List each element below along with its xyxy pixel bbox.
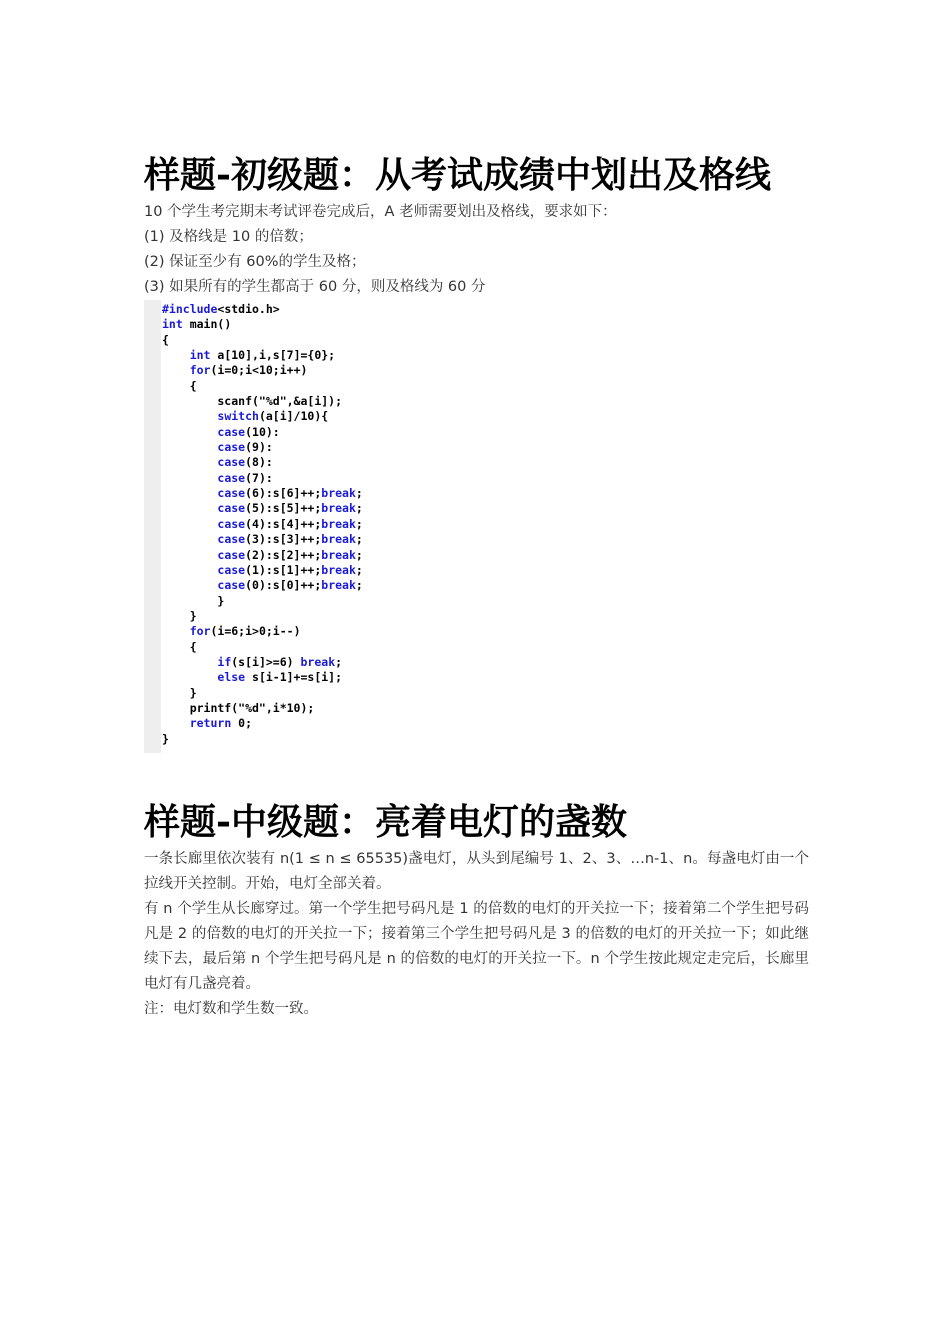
code-snippet [144, 300, 404, 753]
code-text [162, 486, 217, 500]
code-keyword: break [321, 547, 356, 562]
code-line [162, 609, 404, 624]
code-text: ; [335, 654, 343, 669]
code-text [162, 517, 217, 531]
code-keyword: case [217, 516, 246, 531]
code-text: (6):s[6]++; [245, 486, 322, 501]
code-text: main() [182, 317, 232, 332]
code-keyword: break [321, 486, 356, 501]
code-text: scanf("%d",&a[i]); [162, 394, 343, 409]
code-line [162, 517, 404, 532]
code-text: (i=6;i>0;i--) [210, 624, 301, 639]
code-keyword: case [217, 424, 246, 439]
code-line [162, 394, 404, 409]
code-line [162, 317, 404, 332]
code-text: a[10],i,s[7]={0}; [210, 348, 336, 363]
section2-title: 样题-中级题：亮着电灯的盏数 [144, 800, 627, 843]
code-line [162, 501, 404, 516]
code-text: } [162, 731, 169, 746]
code-text: (s[i]>=6) [231, 654, 301, 669]
code-keyword: break [321, 516, 356, 531]
code-text: printf("%d",i*10); [162, 700, 315, 715]
code-line [162, 532, 404, 547]
code-text: { [162, 378, 197, 393]
code-text: (1):s[1]++; [245, 562, 322, 577]
code-text [162, 624, 190, 638]
code-text [162, 563, 217, 577]
code-text: s[i-1]+=s[i]; [245, 670, 343, 685]
code-keyword: case [217, 470, 246, 485]
code-keyword: break [321, 562, 356, 577]
code-text [162, 440, 217, 454]
code-line [162, 471, 404, 486]
code-text: (i=0;i<10;i++) [210, 363, 308, 378]
code-line [162, 548, 404, 563]
code-line [162, 302, 404, 317]
code-keyword: break [321, 532, 356, 547]
section-basic-question [144, 150, 809, 753]
code-line [162, 363, 404, 378]
code-text [162, 471, 217, 485]
code-keyword: else [217, 670, 246, 685]
code-text: (3):s[3]++; [245, 532, 322, 547]
code-text: ; [355, 516, 363, 531]
code-keyword: case [217, 562, 246, 577]
code-text: } [162, 608, 197, 623]
code-keyword: case [217, 486, 246, 501]
section2-paragraph-1: 一条长廊里依次装有 n(1 ≤ n ≤ 65535)盏电灯，从头到尾编号 1、2、3、…n-1、n。每盏电灯由一个拉线开关控制。开始，电灯全部关着。 [144, 850, 809, 892]
code-line [162, 348, 404, 363]
code-keyword: int [162, 317, 183, 332]
section2-paragraph-2: 有 n 个学生从长廊穿过。第一个学生把号码凡是 1 的倍数的电灯的开关拉一下；接着第二个学生把号码凡是 2 的倍数的电灯的开关拉一下；接着第三个学生把号码凡是 3 的倍数的电灯的开关拉一下；如此继续下去，最后第 n 个学生把号码凡是 n 的倍数的电灯的开关拉一下。n 个学生按此规定走完后，长廊里电灯有几盏亮着。 [144, 900, 809, 992]
code-text: (9): [245, 440, 273, 455]
code-keyword: for [189, 363, 211, 378]
code-line [162, 578, 404, 593]
code-text: { [162, 332, 169, 347]
code-text [162, 425, 217, 439]
code-text: ; [355, 532, 363, 547]
code-line [162, 563, 404, 578]
code-line [162, 455, 404, 470]
code-text [162, 716, 190, 730]
code-text: ; [355, 578, 363, 593]
code-text [162, 578, 217, 592]
code-keyword: for [189, 624, 211, 639]
code-lines [162, 302, 404, 747]
code-line [162, 333, 404, 348]
code-text: 0; [231, 716, 253, 731]
code-text: (2):s[2]++; [245, 547, 322, 562]
code-keyword: break [300, 654, 336, 669]
code-text: } [162, 685, 197, 700]
requirement-2: (2) 保证至少有 60%的学生及格； [144, 254, 366, 270]
code-keyword: return [189, 716, 232, 731]
code-line [162, 594, 404, 609]
code-text [162, 532, 217, 546]
requirement-3: (3) 如果所有的学生都高于 60 分，则及格线为 60 分 [144, 279, 486, 295]
code-keyword: case [217, 501, 246, 516]
code-keyword: if [217, 654, 232, 669]
code-line [162, 425, 404, 440]
code-text: ; [355, 501, 363, 516]
code-keyword: case [217, 532, 246, 547]
code-keyword: case [217, 578, 246, 593]
code-text: (10): [245, 424, 280, 439]
code-line [162, 686, 404, 701]
code-text: <stdio.h> [217, 302, 280, 316]
code-keyword: case [217, 440, 246, 455]
code-text: ; [355, 547, 363, 562]
code-text [162, 548, 217, 562]
code-line [162, 409, 404, 424]
code-text [162, 348, 190, 362]
code-text: } [162, 593, 225, 608]
code-text: (7): [245, 470, 273, 485]
code-text [162, 670, 217, 684]
code-text: (4):s[4]++; [245, 516, 322, 531]
code-text [162, 655, 217, 669]
code-text: { [162, 639, 197, 654]
code-text [162, 363, 190, 377]
code-line [162, 670, 404, 685]
code-text: (5):s[5]++; [245, 501, 322, 516]
code-keyword: break [321, 578, 356, 593]
code-text: (8): [245, 455, 273, 470]
code-keyword: #include [162, 302, 218, 316]
document-page [144, 150, 809, 1022]
code-text [162, 409, 217, 423]
requirement-1: (1) 及格线是 10 的倍数； [144, 229, 313, 245]
code-keyword: break [321, 501, 356, 516]
code-keyword: case [217, 455, 246, 470]
code-text: ; [355, 486, 363, 501]
code-keyword: int [189, 348, 211, 363]
code-text [162, 501, 217, 515]
code-text: (a[i]/10){ [258, 409, 329, 424]
code-line [162, 379, 404, 394]
code-line [162, 716, 404, 731]
section-intermediate-question [144, 797, 809, 1022]
code-text: ; [355, 562, 363, 577]
code-text [162, 455, 217, 469]
code-line [162, 655, 404, 670]
code-line [162, 640, 404, 655]
section1-intro: 10 个学生考完期末考试评卷完成后，A 老师需要划出及格线，要求如下： [144, 204, 617, 220]
section2-note: 注：电灯数和学生数一致。 [144, 1000, 318, 1017]
code-line [162, 486, 404, 501]
code-gutter [144, 300, 161, 753]
code-line [162, 732, 404, 747]
code-line [162, 701, 404, 716]
code-line [162, 440, 404, 455]
code-line [162, 624, 404, 639]
code-text: (0):s[0]++; [245, 578, 322, 593]
section1-title: 样题-初级题：从考试成绩中划出及格线 [144, 154, 771, 196]
code-keyword: case [217, 547, 246, 562]
code-keyword: switch [217, 409, 259, 424]
